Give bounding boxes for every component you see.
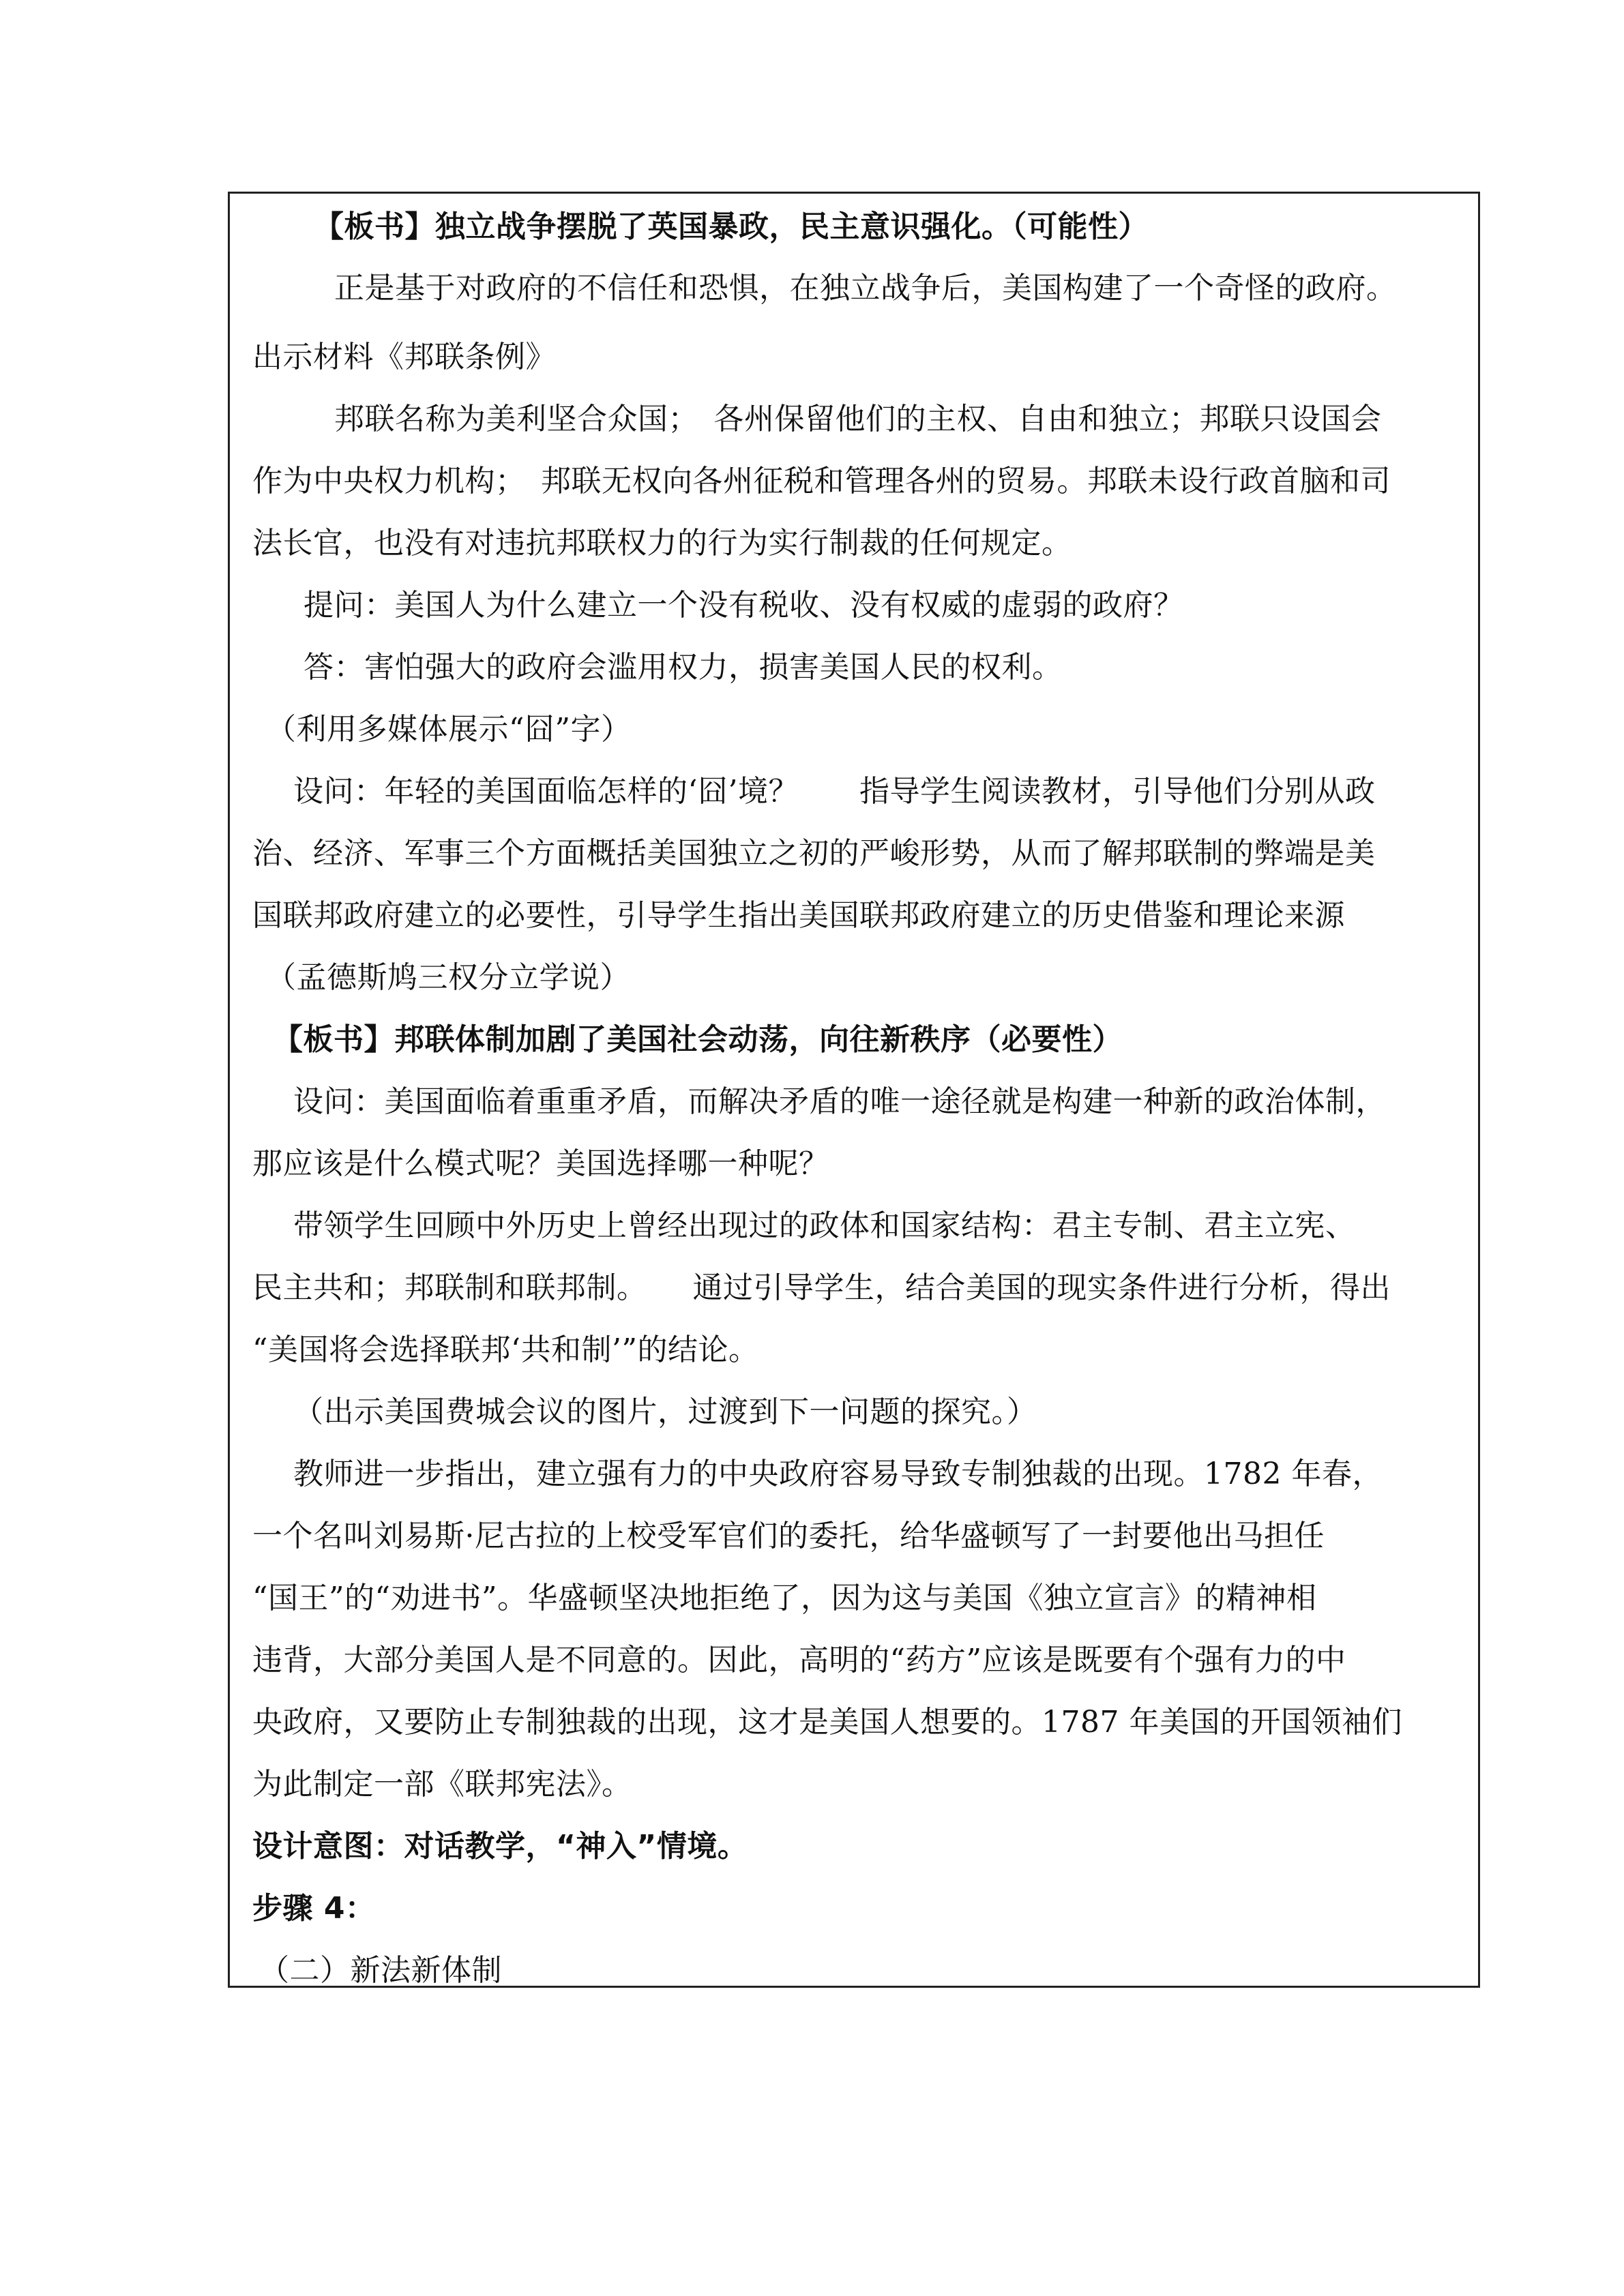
paragraph-line: 出示材料《邦联条例》 [252, 340, 556, 374]
design-intent-label: 设计意图：对话教学，“神入”情境。 [252, 1829, 748, 1864]
paragraph-line: “国王”的“劝进书”。华盛顿坚决地拒绝了，因为这与美国《独立宣言》的精神相 [252, 1581, 1317, 1615]
blackboard-note-2: 【板书】邦联体制加剧了美国社会动荡，向往新秩序（必要性） [273, 1022, 1123, 1057]
quoted-material-line: 作为中央权力机构； 邦联无权向各州征税和管理各州的贸易。邦联未设行政首脑和司 [252, 464, 1391, 498]
note-line: （出示美国费城会议的图片，过渡到下一问题的探究。） [293, 1395, 1037, 1429]
paragraph-line: 为此制定一部《联邦宪法》。 [252, 1767, 632, 1802]
paragraph-line: 治、经济、军事三个方面概括美国独立之初的严峻形势，从而了解邦联制的弊端是美 [252, 836, 1376, 871]
paragraph-line: 一个名叫刘易斯·尼古拉的上校受军官们的委托，给华盛顿写了一封要他出马担任 [252, 1519, 1325, 1553]
quoted-material-line: 邦联名称为美利坚合众国； 各州保留他们的主权、自由和独立；邦联只设国会 [334, 402, 1382, 436]
step-heading: 步骤 4： [252, 1891, 376, 1926]
blackboard-note-1: 【板书】独立战争摆脱了英国暴政，民主意识强化。（可能性） [314, 209, 1149, 244]
answer-line: 答：害怕强大的政府会滥用权力，损害美国人民的权利。 [304, 650, 1063, 685]
paragraph-line: “美国将会选择联邦‘共和制’”的结论。 [252, 1332, 759, 1367]
note-line: （利用多媒体展示“囧”字） [266, 712, 632, 747]
paragraph-line: 国联邦政府建立的必要性，引导学生指出美国联邦政府建立的历史借鉴和理论来源 [252, 898, 1345, 933]
question-line: 提问：美国人为什么建立一个没有税收、没有权威的虚弱的政府？ [304, 588, 1184, 623]
paragraph-line: 教师进一步指出，建立强有力的中央政府容易导致专制独裁的出现。1782 年春， [293, 1457, 1383, 1491]
paragraph-line: 违背，大部分美国人是不同意的。因此，高明的“药方”应该是既要有个强有力的中 [252, 1643, 1346, 1678]
question-line: 设问：美国面临着重重矛盾，而解决矛盾的唯一途径就是构建一种新的政治体制， [293, 1084, 1386, 1119]
quoted-material-line: 法长官，也没有对违抗邦联权力的行为实行制裁的任何规定。 [252, 526, 1072, 561]
question-line: 设问：年轻的美国面临怎样的‘囧’境？ 指导学生阅读教材，引导他们分别从政 [293, 774, 1376, 809]
section-heading: （二）新法新体制 [259, 1953, 502, 1988]
paragraph-line: 正是基于对政府的不信任和恐惧，在独立战争后，美国构建了一个奇怪的政府。 [334, 271, 1397, 305]
paragraph-line: 民主共和；邦联制和联邦制。 通过引导学生，结合美国的现实条件进行分析，得出 [252, 1270, 1391, 1305]
paragraph-line: （孟德斯鸠三权分立学说） [266, 960, 630, 995]
paragraph-line: 央政府，又要防止专制独裁的出现，这才是美国人想要的。1787 年美国的开国领袖们 [252, 1705, 1402, 1740]
paragraph-line: 带领学生回顾中外历史上曾经出现过的政体和国家结构：君主专制、君主立宪、 [293, 1208, 1356, 1243]
paragraph-line: 那应该是什么模式呢？美国选择哪一种呢？ [252, 1146, 829, 1181]
